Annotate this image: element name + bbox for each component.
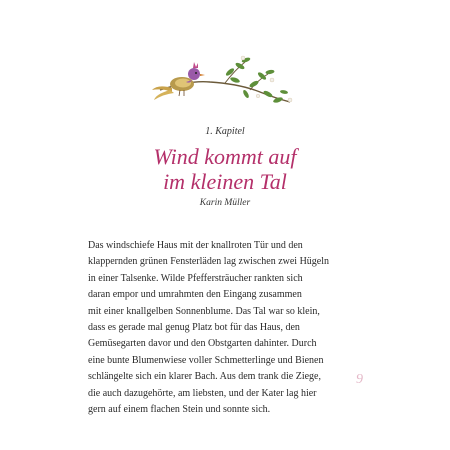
bird-on-branch-illustration [150,50,300,110]
chapter-title [0,144,450,194]
body-paragraph [88,238,368,418]
chapter-title-line: im kleinen Tal [163,169,287,194]
text-line: schlängelte sich ein klarer Bach. Aus dem trank die Ziege, [88,371,321,383]
text-line: Das windschiefe Haus mit der knallroten Tür und den [88,240,303,251]
text-line: in einer Talsenke. Wilde Pfeffersträucher rankten sich [88,272,303,284]
text-line: dass es gerade mal genug Platz bot für das Haus, den [88,322,300,334]
text-line: gern auf einem flachen Stein und sonnte sich. [88,404,271,416]
text-line: klappernden grünen Fensterläden lag zwischen zwei Hügeln [88,256,330,268]
text-line: Gemüsegarten davor und den Obstgarten dahinter. Durch [88,338,317,350]
author-name: Karin Müller [199,198,251,208]
text-line: mit einer knallgelben Sonnenblume. Das Tal war so klein, [88,305,320,317]
chapter-label: 1. Kapitel [205,126,245,137]
text-line: eine bunte Blumenwiese voller Schmetterlinge und Bienen [88,354,324,366]
chapter-title-line: Wind kommt auf [153,144,297,169]
text-line: daran empor und umrahmten den Eingang zusammen [88,289,302,301]
page-number: 9 [356,372,363,387]
text-line: die auch dazugehörte, am liebsten, und der Kater lag hier [88,387,317,399]
